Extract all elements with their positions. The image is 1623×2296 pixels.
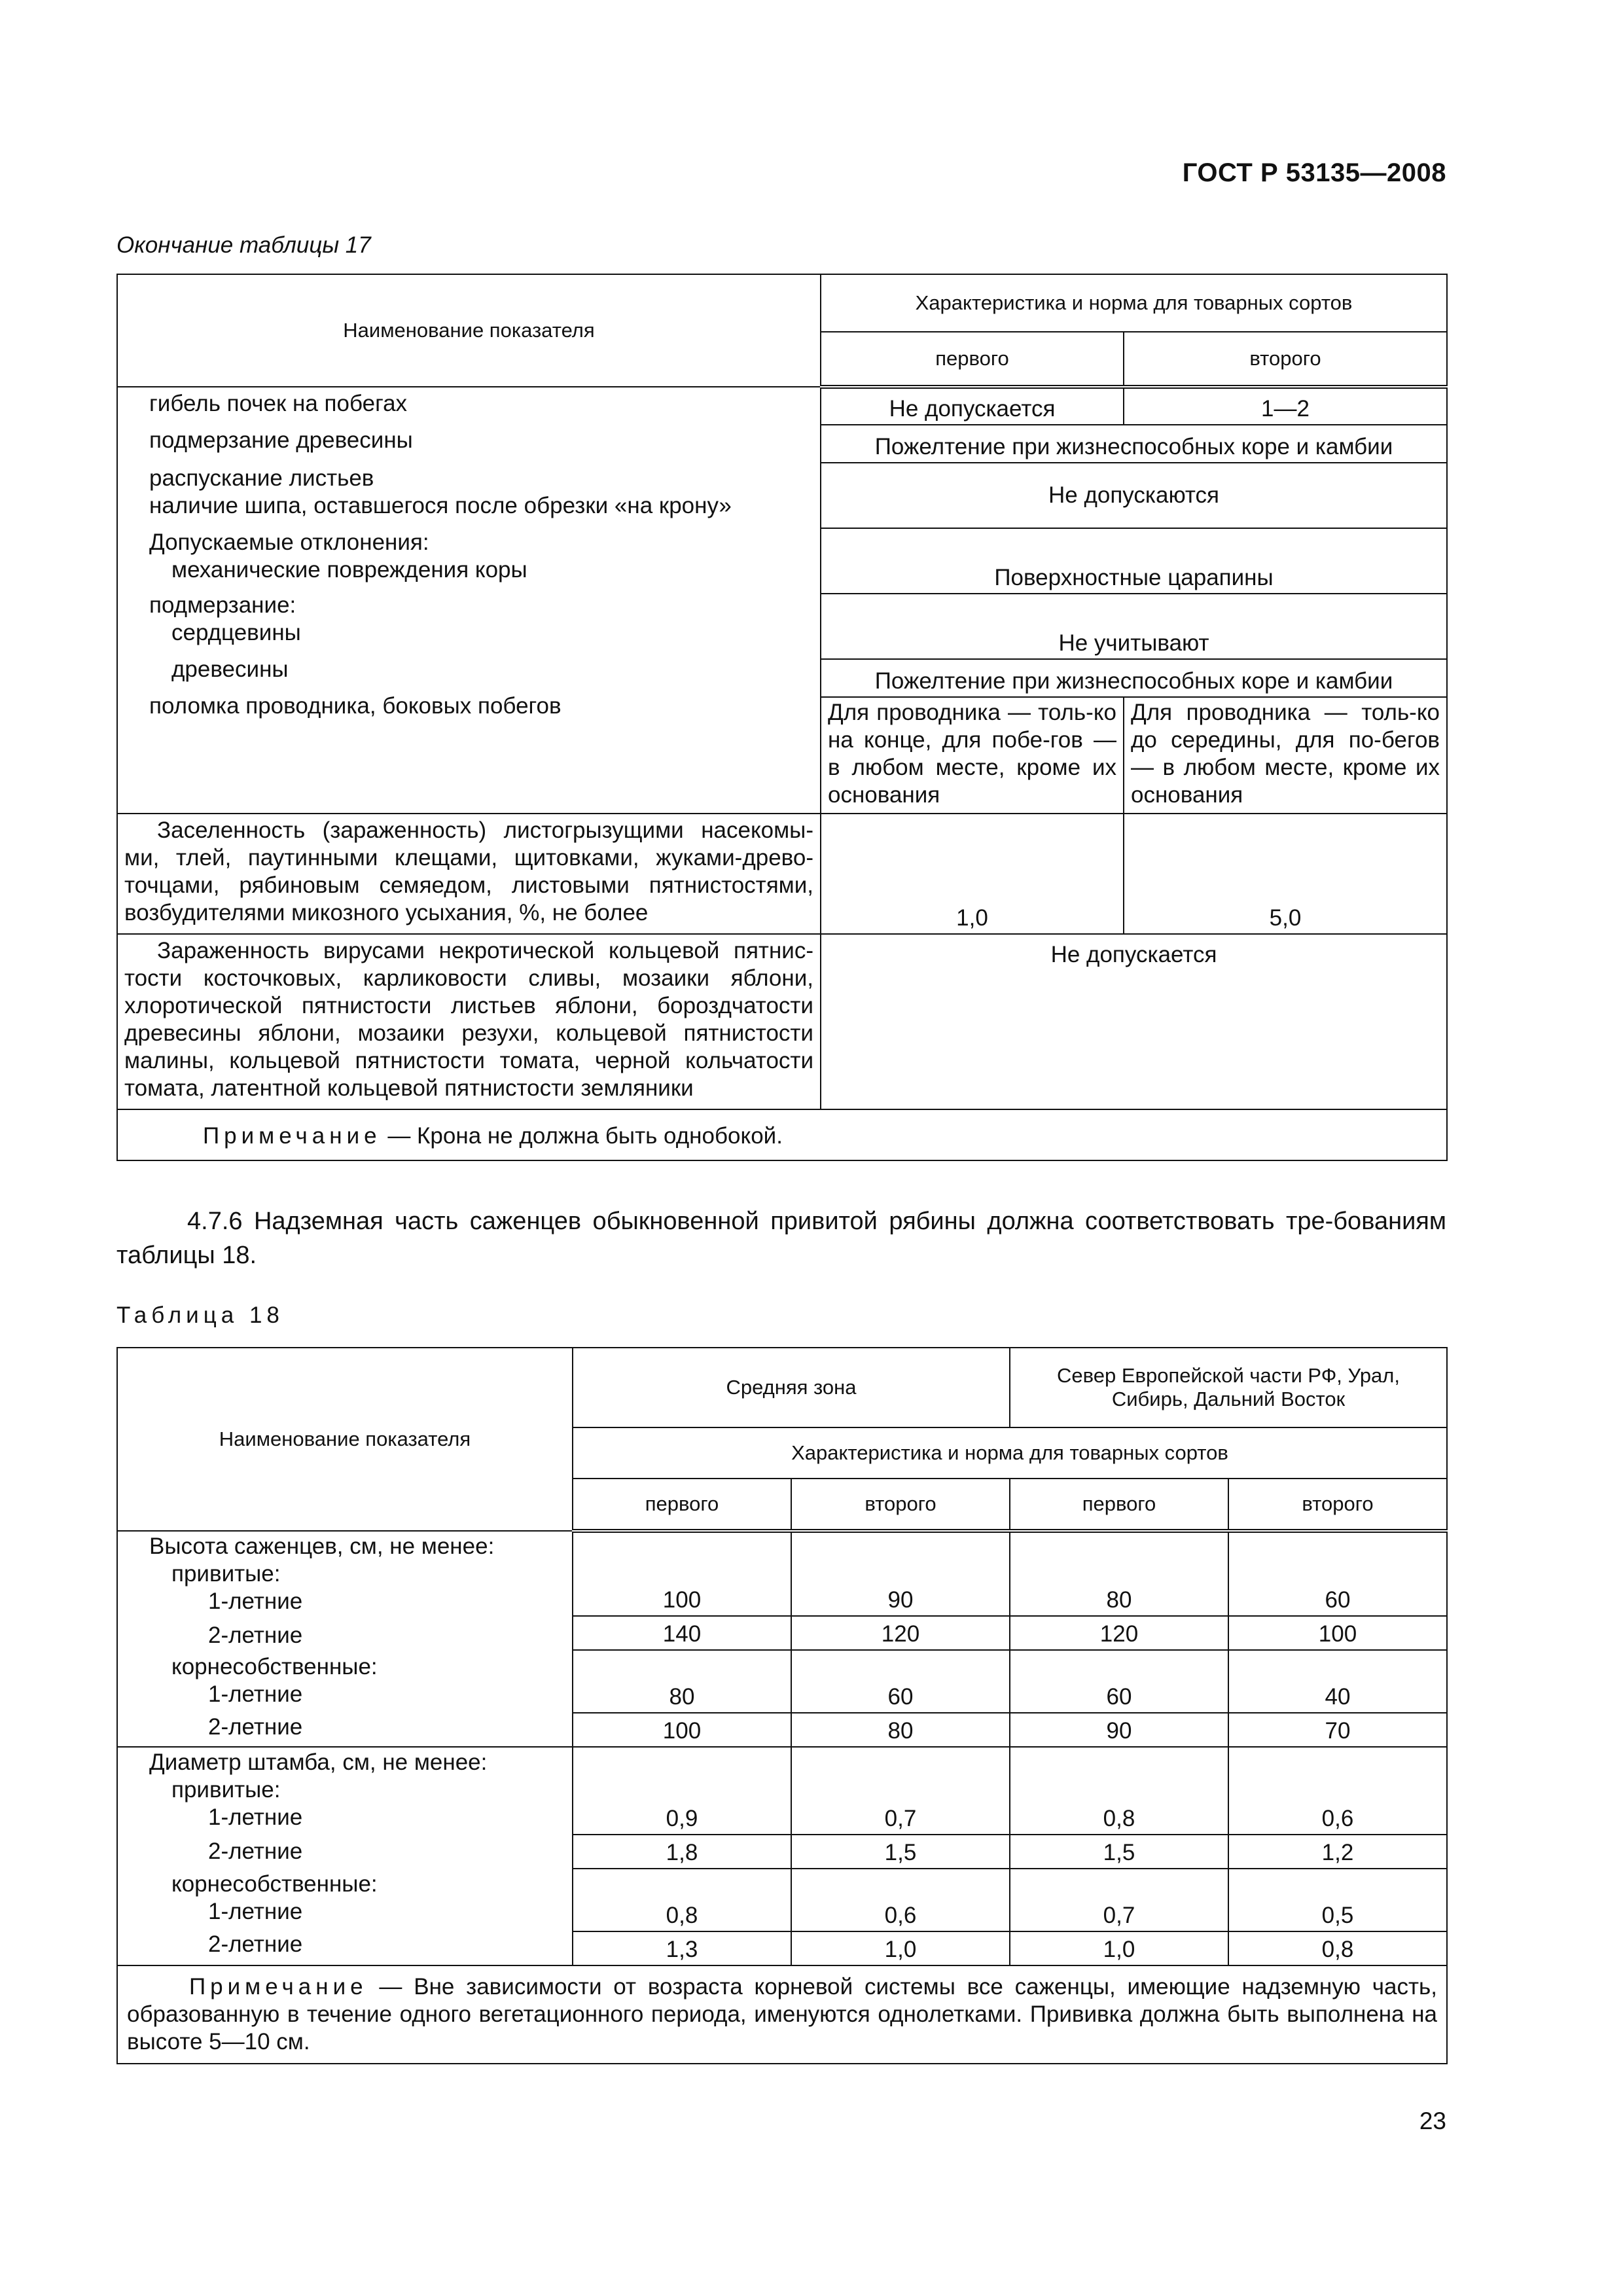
- row-label: подмерзание древесины: [149, 427, 413, 453]
- table-cell: 80: [1010, 1531, 1228, 1616]
- table-cell: 1,0: [821, 814, 1124, 934]
- table-cell: 1,0: [1010, 1931, 1228, 1965]
- table-cell: 0,6: [1228, 1747, 1447, 1835]
- table-cell: Для проводника — толь-ко до середины, для по-бегов — в любом месте, кроме их основания: [1124, 697, 1447, 814]
- note-label: Примечание: [203, 1123, 382, 1149]
- section-paragraph: 4.7.6 Надземная часть саженцев обыкновенной привитой рябины должна соответствовать тре-бованиям таблицы 18.: [116, 1208, 1446, 1269]
- row-label: привитые:: [171, 1777, 281, 1803]
- table-cell: Пожелтение при жизнеспособных коре и камбии: [821, 659, 1447, 697]
- row-label: 2-летние: [208, 1839, 303, 1864]
- table-cell: Не допускается: [821, 934, 1447, 1109]
- table-cell: Не учитывают: [821, 594, 1447, 659]
- row-label: корнесобственные:: [171, 1654, 378, 1679]
- row-label: гибель почек на побегах: [149, 391, 408, 416]
- column-header-first: первого: [1010, 1479, 1228, 1531]
- table17-continuation-title: Окончание таблицы 17: [116, 232, 371, 258]
- table-cell: 0,6: [791, 1869, 1010, 1931]
- table-cell: 100: [573, 1713, 791, 1747]
- table-note: [117, 1109, 1447, 1160]
- column-header-first: первого: [821, 332, 1124, 387]
- table-cell: 0,8: [1010, 1747, 1228, 1835]
- table-cell: Пожелтение при жизнеспособных коре и камбии: [821, 425, 1447, 463]
- table-cell: 100: [573, 1531, 791, 1616]
- row-label: корнесобственные:: [171, 1871, 378, 1897]
- table-cell: 0,9: [573, 1747, 791, 1835]
- table-cell: 0,5: [1228, 1869, 1447, 1931]
- table-cell: 60: [791, 1650, 1010, 1713]
- column-header-name: Наименование показателя: [117, 1348, 573, 1531]
- row-label: механические повреждения коры: [171, 557, 527, 583]
- table-row-label: Заселенность (зараженность) листогрызущими насекомы-ми, тлей, паутинными клещами, щитовками, жуками-древо-точцами, рябиновым семяедом, листовыми пятнистостями, возбудителями микозного усыхания, %, не более: [117, 814, 821, 934]
- table-cell: 100: [1228, 1616, 1447, 1650]
- table-cell: 1,8: [573, 1835, 791, 1869]
- row-label: 1-летние: [208, 1681, 303, 1707]
- row-label: подмерзание:: [149, 592, 296, 618]
- row-label: Диаметр штамба, см, не менее:: [149, 1749, 488, 1775]
- table-cell: 60: [1228, 1531, 1447, 1616]
- table-cell: 70: [1228, 1713, 1447, 1747]
- note-text: — Крона не должна быть однобокой.: [381, 1123, 783, 1149]
- table-cell: 0,7: [791, 1747, 1010, 1835]
- column-header-second: второго: [1124, 332, 1447, 387]
- table18-caption: Таблица 18: [116, 1302, 284, 1328]
- table-cell: Для проводника — толь-ко на конце, для побе-гов — в любом месте, кроме их основания: [821, 697, 1124, 814]
- table-cell: 80: [791, 1713, 1010, 1747]
- table-note: [117, 1965, 1447, 2064]
- table-18: [116, 1347, 1448, 2064]
- table-cell: Не допускаются: [821, 463, 1447, 528]
- column-header-name: Наименование показателя: [117, 274, 821, 387]
- row-label: привитые:: [171, 1561, 281, 1587]
- table-cell: 60: [1010, 1650, 1228, 1713]
- table-row-labels: [117, 1531, 573, 1747]
- table-cell: 0,8: [573, 1869, 791, 1931]
- table-cell: 90: [1010, 1713, 1228, 1747]
- table-cell: 5,0: [1124, 814, 1447, 934]
- page-number: 23: [1419, 2108, 1446, 2134]
- row-label: 2-летние: [208, 1714, 303, 1740]
- column-header-second: второго: [791, 1479, 1010, 1531]
- row-label: 2-летние: [208, 1623, 303, 1648]
- row-label: 1-летние: [208, 1588, 303, 1614]
- table-cell: 0,7: [1010, 1869, 1228, 1931]
- row-label: 1-летние: [208, 1804, 303, 1830]
- table-cell: 1—2: [1124, 387, 1447, 425]
- row-label: 1-летние: [208, 1899, 303, 1924]
- table-cell: 1,5: [791, 1835, 1010, 1869]
- table-cell: Поверхностные царапины: [821, 528, 1447, 594]
- table-cell: 80: [573, 1650, 791, 1713]
- table-cell: 1,0: [791, 1931, 1010, 1965]
- row-label: древесины: [171, 656, 289, 682]
- column-header-north-zone: Север Европейской части РФ, Урал, Сибирь, Дальний Восток: [1010, 1348, 1447, 1427]
- table-row-labels: [117, 1747, 573, 1965]
- table-row-label: Зараженность вирусами некротической кольцевой пятнис-тости косточковых, карликовости сливы, мозаики яблони, хлоротической пятнистости листьев яблони, бороздчатости древесины яблони, мозаики резухи, кольцевой пятнистости малины, кольцевой пятнистости томата, черной кольчатости томата, латентной кольцевой пятнистости земляники: [117, 934, 821, 1109]
- column-header-group: Характеристика и норма для товарных сортов: [573, 1427, 1447, 1479]
- note-text: — Вне зависимости от возраста корневой системы все саженцы, имеющие надземную часть, образованную в течение одного вегетационного периода, именуются однолетками. Прививка должна быть выполнена на высоте 5—10 см.: [127, 1974, 1437, 2054]
- row-label: Высота саженцев, см, не менее:: [149, 1534, 495, 1559]
- table-17: [116, 274, 1448, 1161]
- document-code: ГОСТ Р 53135—2008: [1182, 158, 1446, 187]
- table-cell: 140: [573, 1616, 791, 1650]
- table-cell: 0,8: [1228, 1931, 1447, 1965]
- table-cell: 1,2: [1228, 1835, 1447, 1869]
- table-cell: 1,3: [573, 1931, 791, 1965]
- row-label: поломка проводника, боковых побегов: [149, 693, 562, 719]
- table-cell: 90: [791, 1531, 1010, 1616]
- column-header-middle-zone: Средняя зона: [573, 1348, 1010, 1427]
- row-label: сердцевины: [171, 620, 301, 645]
- table-cell: 40: [1228, 1650, 1447, 1713]
- table-row-labels: [117, 387, 821, 814]
- row-label: 2-летние: [208, 1931, 303, 1957]
- column-header-second: второго: [1228, 1479, 1447, 1531]
- table-cell: 1,5: [1010, 1835, 1228, 1869]
- table-cell: Не допускается: [821, 387, 1124, 425]
- table-cell: 120: [791, 1616, 1010, 1650]
- row-label: наличие шипа, оставшегося после обрезки «на крону»: [149, 493, 732, 518]
- row-label: Допускаемые отклонения:: [149, 529, 429, 555]
- row-label: распускание листьев: [149, 465, 374, 491]
- note-label: Примечание: [189, 1974, 368, 2000]
- column-header-group: Характеристика и норма для товарных сортов: [821, 274, 1447, 332]
- column-header-first: первого: [573, 1479, 791, 1531]
- table-cell: 120: [1010, 1616, 1228, 1650]
